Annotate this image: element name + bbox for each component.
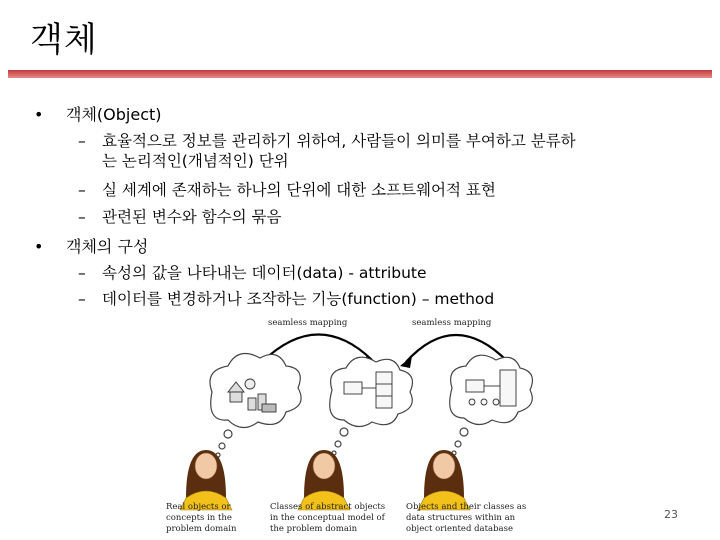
arc-label: seamless mapping bbox=[268, 318, 348, 328]
dash-icon: – bbox=[78, 181, 86, 199]
caption-line: data structures within an bbox=[406, 513, 516, 523]
thinking-person-icon bbox=[180, 450, 232, 510]
caption-line: in the conceptual model of bbox=[270, 513, 385, 523]
dash-icon: – bbox=[78, 264, 86, 282]
bullet-object-structure-text: 객체의 구성 bbox=[66, 237, 149, 256]
caption-line: the problem domain bbox=[270, 524, 358, 534]
subitem-text: 데이터를 변경하거나 조작하는 기능(function) – method bbox=[102, 290, 495, 308]
subitem-text: 는 논리적인(개념적인) 단위 bbox=[102, 152, 289, 170]
caption-line: concepts in the bbox=[166, 513, 232, 523]
thinking-person-icon bbox=[418, 450, 470, 510]
subitem-text: 속성의 값을 나타내는 데이터(data) - attribute bbox=[102, 264, 427, 282]
caption-line: problem domain bbox=[166, 524, 237, 534]
arc-label: seamless mapping bbox=[412, 318, 492, 328]
caption-line: Objects and their classes as bbox=[406, 502, 527, 512]
bullet-object-text: 객체(Object) bbox=[66, 105, 162, 124]
slide-title: 객체 bbox=[30, 20, 98, 60]
dash-icon: – bbox=[78, 290, 86, 308]
thinking-person-icon bbox=[298, 450, 350, 510]
caption-abstract-classes bbox=[270, 502, 400, 535]
subitem-text: 효율적으로 정보를 관리하기 위하여, 사람들이 의미를 부여하고 분류하 bbox=[102, 132, 576, 150]
page-number: 23 bbox=[664, 508, 678, 521]
dash-icon: – bbox=[78, 208, 86, 226]
caption-line: Real objects or bbox=[166, 502, 231, 512]
subitem-text: 실 세계에 존재하는 하나의 단위에 대한 소프트웨어적 표현 bbox=[102, 181, 496, 199]
mapping-arc-icon bbox=[262, 334, 508, 362]
caption-real-objects bbox=[166, 502, 246, 535]
caption-line: object oriented database bbox=[406, 524, 513, 534]
bullet-dot-icon: • bbox=[34, 237, 44, 256]
caption-database-objects bbox=[406, 502, 536, 535]
caption-line: Classes of abstract objects bbox=[270, 502, 386, 512]
dash-icon: – bbox=[78, 132, 86, 150]
subitem-text: 관련된 변수와 함수의 묶음 bbox=[102, 208, 282, 226]
bullet-dot-icon: • bbox=[34, 105, 44, 124]
